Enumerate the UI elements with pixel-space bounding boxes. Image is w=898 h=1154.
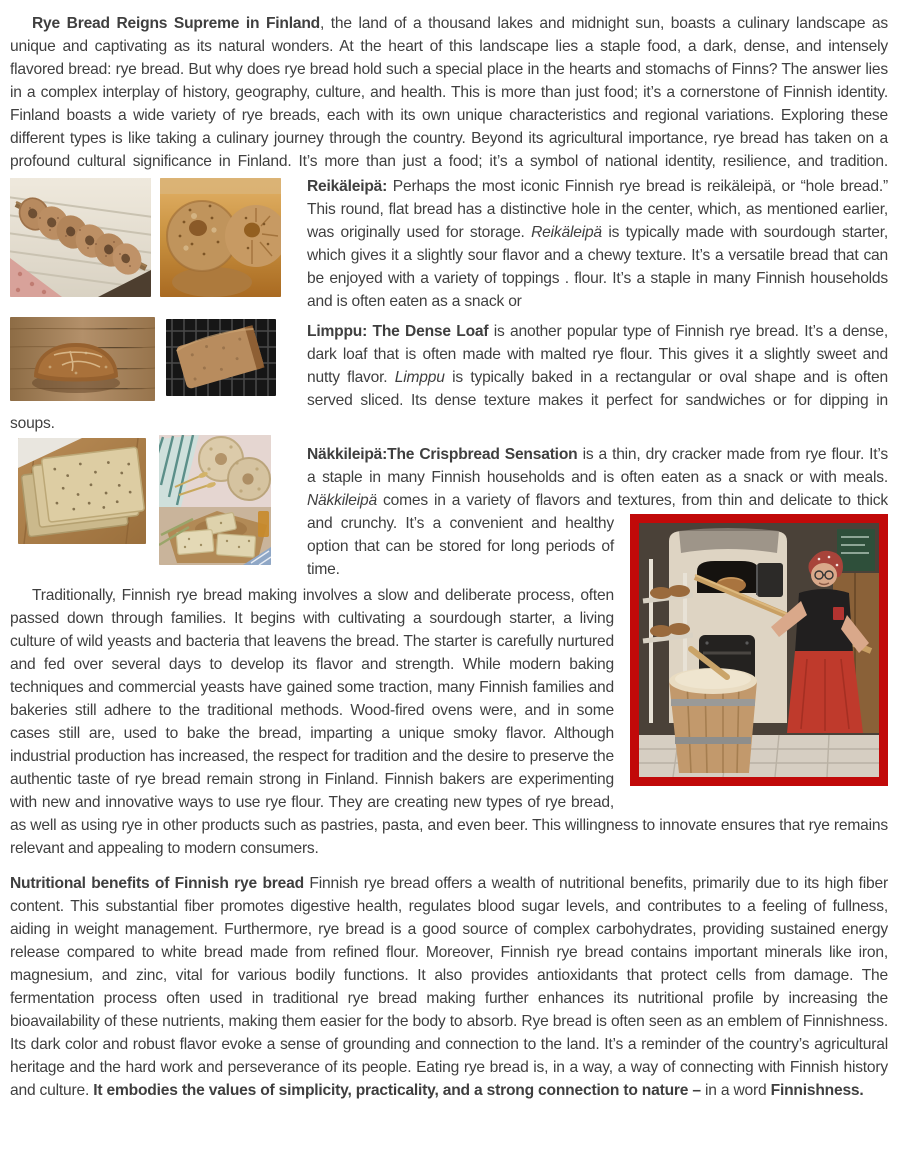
photo-reikaleipa-loaves [160, 178, 281, 297]
nakkileipa-heading-text: Näkkileipä:The Crispbread Sensation [307, 446, 578, 463]
nakkileipa-image-row [18, 435, 271, 565]
nakkileipa-body2-text: comes in a variety of flavors and textures, from thin and [376, 492, 781, 509]
tradition-body-text: Traditionally, Finnish rye bread making involves a slow and deliberate process, often passed down through families. It begins with cultivating a sourdough starter, a living culture of wild yeasts and bacteria that leavens the bread. The starter is carefully nurtured and fed over several days to develop its flavor and strength. While modern baking techniques and commercial yeasts have gained some traction, many Finnish families and bakeries still adhere to the traditional methods. Wood-fired ovens were, and in some cases still are, used to bake the bread, imparting a unique smoky flavor. Although industrial production has increased, the respect for tradition and the desire to preserve the authentic taste of rye bread remain strong in Finland. Finnish bakers are experimenting with new and innovative ways to use rye flour. They are creating new types of rye bread, as well as using rye in other products such as pastries, pasta, and even beer. This willingness to innovate ensures that rye remains relevant and appealing to modern consumers. [10, 587, 888, 857]
nutrition-bold2-text: Finnishness. [770, 1082, 864, 1099]
nakkileipa-body3-text: delicate to thick and crunchy. It’s a convenient and healthy option that can be stored for long periods of time. [307, 492, 888, 578]
reikaleipa-body2-text: is typically made with sourdough starter, which gives it a slightly sour flavor and a chewy texture. It’s a versatile bread that can be enjoyed with a variety of toppings . flour. It’s a staple in many Finnish households and is often eaten as a snack or [307, 224, 889, 310]
intro-paragraph [10, 12, 888, 173]
reikaleipa-heading-text: Reikäleipä: [307, 178, 388, 195]
photo-limppu-slice-on-rack [166, 319, 276, 396]
reikaleipa-body1-text: Perhaps the most iconic Finnish rye bread is reikäleipä, or “hole bread.” This round, flat bread has a distinctive hole in the center, which, as mentioned earlier, was originally used for storage. [307, 178, 888, 241]
reikaleipa-image-row [10, 178, 281, 297]
nutrition-bold1-text: It embodies the values of simplicity, practicality, and a strong connection to nature – [93, 1082, 701, 1099]
nakkileipa-body1-text: is a thin, dry cracker made from rye flour. It’s a staple in many Finnish households and is often eaten as a snack or with meals. [307, 446, 889, 486]
reikaleipa-italic-text: Reikäleipä [531, 224, 602, 241]
intro-lead-text: Rye Bread Reigns Supreme in Finland [32, 15, 321, 32]
nutrition-body2-text: in a word [700, 1082, 771, 1099]
photo-limppu-round-loaf [10, 317, 155, 401]
limppu-image-row [10, 317, 276, 401]
photo-crispbread-table-spread [159, 435, 271, 565]
nakkileipa-italic-text: Näkkileipä [307, 492, 377, 509]
limppu-body2-text: is typically baked in a rectangular or oval shape and is often served sliced. Its dense texture makes it perfect for sandwiches or for dipping in soups. [10, 369, 888, 432]
photo-reikaleipa-hanging [10, 178, 151, 297]
limppu-body1-text: is another popular type of Finnish rye bread. It’s a dense, dark loaf that is often made with malted rye flour. This gives it a slightly sweet and nutty flavor. [307, 323, 888, 386]
limppu-heading-text: Limppu: The Dense Loaf [307, 323, 489, 340]
nutrition-heading-text: Nutritional benefits of Finnish rye bread [10, 875, 304, 892]
photo-baker-wood-fired-oven [630, 514, 888, 786]
intro-body-text: , the land of a thousand lakes and midnight sun, boasts a culinary landscape as unique and captivating as its natural wonders. At the heart of this landscape lies a staple food, a dark, dense, and intensely flavored bread: rye bread. But why does rye bread hold such a special place in the hearts and stomachs of Finns? The answer lies in a complex interplay of history, geography, culture, and health. This is more than just food; it’s a cornerstone of Finnish identity. Finland boasts a wide variety of rye breads, each with its own unique characteristics and regional variations. Exploring these different types is like taking a culinary journey through the country. Beyond its agricultural importance, rye bread has taken on a profound cultural significance in Finland. It’s more than just a food; it’s a symbol of national identity, resilience, and tradition. [10, 15, 888, 170]
limppu-italic-text: Limppu [394, 369, 445, 386]
nutrition-paragraph [10, 872, 888, 1102]
nutrition-body1-text: Finnish rye bread offers a wealth of nutritional benefits, primarily due to its high fiber content. This substantial fiber promotes digestive health, regulates blood sugar levels, and contributes to a feeling of fullness, aiding in weight management. Furthermore, rye bread is a good source of complex carbohydrates, providing sustained energy release compared to white bread made from refined flour. Moreover, Finnish rye bread contains important minerals like iron, magnesium, and zinc, vital for various bodily functions. It also provides antioxidants that protect cells from damage. The fermentation process often used in traditional rye bread making further enhances its nutritional profile by increasing the bioavailability of these nutrients, making them easier for the body to absorb. Rye bread is often seen as an emblem of Finnishness. Its dark color and robust flavor evoke a sense of grounding and connection to the land. It’s a reminder of the country’s agricultural heritage and the hard work and perseverance of its people. Eating rye bread is, in a way, a way of connecting with Finnish history and culture. [10, 875, 888, 1099]
photo-crispbread-stack [18, 438, 146, 544]
